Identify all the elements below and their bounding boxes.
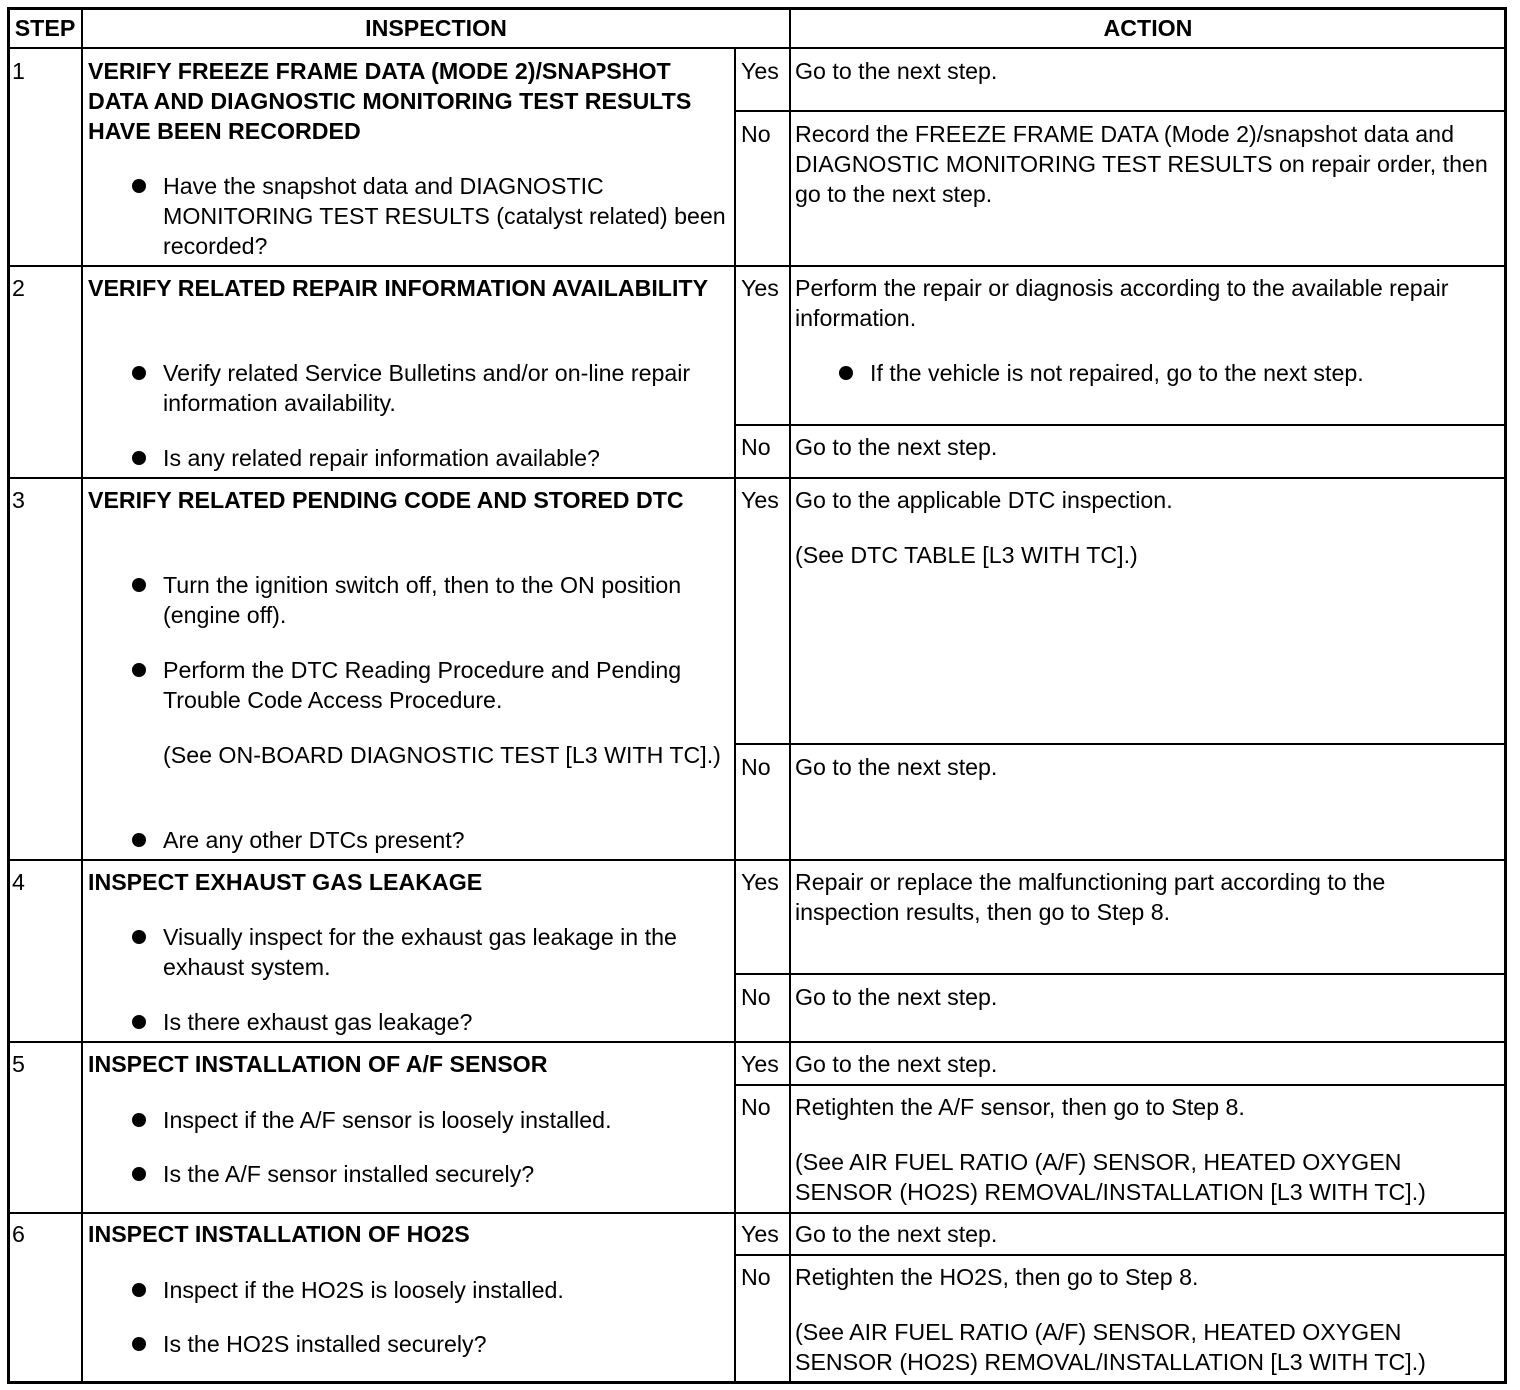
- step-6-no-label: No: [741, 1264, 771, 1290]
- step-4-item-2: Is there exhaust gas leakage?: [163, 1009, 473, 1035]
- bullet-icon: [132, 451, 146, 465]
- bullet-icon: [132, 578, 146, 592]
- step-1-item-1: Have the snapshot data and DIAGNOSTIC MONITORING TEST RESULTS (catalyst related) been recorded?: [163, 173, 733, 259]
- step-6-yes-label: Yes: [741, 1221, 779, 1247]
- row-divider-5-6: [8, 1212, 1506, 1214]
- step-title-2: VERIFY RELATED REPAIR INFORMATION AVAILABILITY: [88, 275, 709, 301]
- header-step: STEP: [14, 15, 76, 41]
- step-2-no-label: No: [741, 434, 771, 460]
- step-number-3: 3: [12, 487, 25, 513]
- step-1-no-label: No: [741, 121, 771, 147]
- step-number-6: 6: [12, 1221, 25, 1247]
- yes-no-divider-5: [734, 1084, 1506, 1086]
- bullet-icon: [132, 1015, 146, 1029]
- step-5-item-2: Is the A/F sensor installed securely?: [163, 1161, 535, 1187]
- bullet-icon: [132, 1113, 146, 1127]
- row-divider-4-5: [8, 1041, 1506, 1043]
- step-6-item-1: Inspect if the HO2S is loosely installed.: [163, 1277, 564, 1303]
- step-2-yes-bullet: If the vehicle is not repaired, go to the next step.: [870, 360, 1364, 386]
- step-2-item-1: Verify related Service Bulletins and/or on-line repair information availability.: [163, 360, 697, 416]
- step-4-no-label: No: [741, 984, 771, 1010]
- step-number-1: 1: [12, 58, 25, 84]
- step-3-yes-action: Go to the applicable DTC inspection.: [795, 487, 1173, 513]
- step-2-item-2: Is any related repair information available?: [163, 445, 600, 471]
- row-divider-3-4: [8, 859, 1506, 861]
- step-6-yes-action: Go to the next step.: [795, 1221, 998, 1247]
- step-number-2: 2: [12, 275, 25, 301]
- row-divider-1-2: [8, 265, 1506, 267]
- bullet-icon: [839, 366, 853, 380]
- bullet-icon: [132, 179, 146, 193]
- step-title-3: VERIFY RELATED PENDING CODE AND STORED DTC: [88, 487, 684, 513]
- bullet-icon: [132, 1167, 146, 1181]
- step-6-item-2: Is the HO2S installed securely?: [163, 1331, 487, 1357]
- step-3-no-action: Go to the next step.: [795, 754, 998, 780]
- header-inspection: INSPECTION: [365, 15, 507, 41]
- col-divider-step: [81, 8, 83, 1384]
- step-5-yes-action: Go to the next step.: [795, 1051, 998, 1077]
- step-4-item-1: Visually inspect for the exhaust gas leakage in the exhaust system.: [163, 924, 684, 980]
- step-2-no-action: Go to the next step.: [795, 434, 998, 460]
- step-5-item-1: Inspect if the A/F sensor is loosely installed.: [163, 1107, 612, 1133]
- step-4-no-action: Go to the next step.: [795, 984, 998, 1010]
- step-1-yes-action: Go to the next step.: [795, 58, 998, 84]
- step-1-no-action: Record the FREEZE FRAME DATA (Mode 2)/snapshot data and DIAGNOSTIC MONITORING TEST RESULTS on repair order, then go to the next step.: [795, 121, 1495, 207]
- step-1-yes-label: Yes: [741, 58, 779, 84]
- bullet-icon: [132, 366, 146, 380]
- step-6-no-action: Retighten the HO2S, then go to Step 8.: [795, 1264, 1199, 1290]
- step-2-yes-action: Perform the repair or diagnosis according to the available repair information.: [795, 275, 1455, 331]
- step-3-yes-label: Yes: [741, 487, 779, 513]
- col-divider-result: [734, 48, 736, 1384]
- bullet-icon: [132, 833, 146, 847]
- step-3-item-3: Are any other DTCs present?: [163, 827, 465, 853]
- bullet-icon: [132, 930, 146, 944]
- step-3-item-2: Perform the DTC Reading Procedure and Pending Trouble Code Access Procedure.: [163, 657, 688, 713]
- bullet-icon: [132, 1283, 146, 1297]
- step-5-no-reference: (See AIR FUEL RATIO (A/F) SENSOR, HEATED OXYGEN SENSOR (HO2S) REMOVAL/INSTALLATION [L3 WITH TC].): [795, 1149, 1426, 1205]
- bullet-icon: [132, 663, 146, 677]
- step-4-yes-label: Yes: [741, 869, 779, 895]
- step-title-5: INSPECT INSTALLATION OF A/F SENSOR: [88, 1051, 548, 1077]
- step-2-yes-label: Yes: [741, 275, 779, 301]
- step-4-yes-action: Repair or replace the malfunctioning part according to the inspection results, then go to Step 8.: [795, 869, 1392, 925]
- step-number-5: 5: [12, 1051, 25, 1077]
- yes-no-divider-2: [734, 424, 1506, 426]
- row-divider-2-3: [8, 477, 1506, 479]
- step-5-no-action: Retighten the A/F sensor, then go to Step 8.: [795, 1094, 1245, 1120]
- header-action: ACTION: [1103, 15, 1193, 41]
- step-3-yes-reference: (See DTC TABLE [L3 WITH TC].): [795, 542, 1138, 568]
- header-divider: [8, 47, 1506, 49]
- step-5-no-label: No: [741, 1094, 771, 1120]
- bullet-icon: [132, 1337, 146, 1351]
- step-title-4: INSPECT EXHAUST GAS LEAKAGE: [88, 869, 483, 895]
- step-number-4: 4: [12, 869, 25, 895]
- step-title-6: INSPECT INSTALLATION OF HO2S: [88, 1221, 470, 1247]
- col-divider-action: [789, 8, 791, 1384]
- step-3-item-1: Turn the ignition switch off, then to the ON position (engine off).: [163, 572, 688, 628]
- step-5-yes-label: Yes: [741, 1051, 779, 1077]
- step-3-reference: (See ON-BOARD DIAGNOSTIC TEST [L3 WITH TC].): [163, 742, 721, 768]
- step-title-1: VERIFY FREEZE FRAME DATA (MODE 2)/SNAPSHOT DATA AND DIAGNOSTIC MONITORING TEST RESULTS HAVE BEEN RECORDED: [88, 58, 698, 144]
- yes-no-divider-6: [734, 1254, 1506, 1256]
- yes-no-divider-1: [734, 110, 1506, 112]
- step-3-no-label: No: [741, 754, 771, 780]
- yes-no-divider-3: [734, 743, 1506, 745]
- step-6-no-reference: (See AIR FUEL RATIO (A/F) SENSOR, HEATED OXYGEN SENSOR (HO2S) REMOVAL/INSTALLATION [L3 WITH TC].): [795, 1319, 1426, 1375]
- yes-no-divider-4: [734, 973, 1506, 975]
